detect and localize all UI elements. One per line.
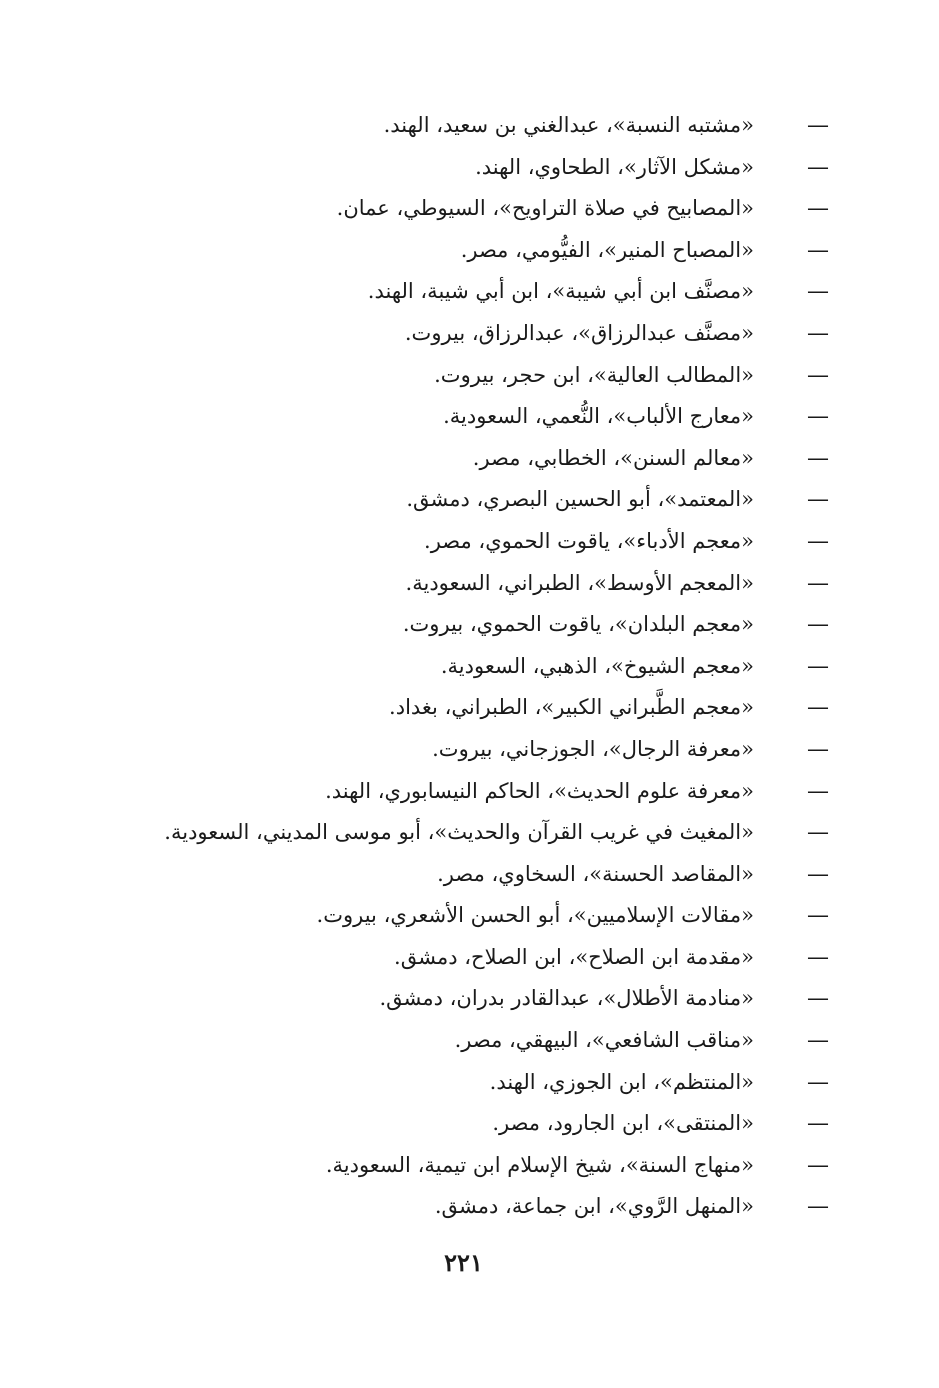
list-item-dash: — bbox=[807, 487, 829, 513]
list-item-dash: — bbox=[807, 154, 829, 180]
list-item-dash: — bbox=[807, 1028, 829, 1054]
list-item bbox=[100, 771, 830, 813]
list-item bbox=[100, 479, 830, 521]
list-item-text: «المقاصد الحسنة»، السخاوي، مصر. bbox=[437, 861, 754, 886]
list-item-text: «مناقب الشافعي»، البيهقي، مصر. bbox=[454, 1028, 754, 1053]
list-item-text: «المنتظم»، ابن الجوزي، الهند. bbox=[489, 1069, 754, 1094]
list-item bbox=[100, 188, 830, 230]
list-item bbox=[100, 854, 830, 896]
list-item-dash: — bbox=[807, 113, 829, 138]
list-item bbox=[100, 978, 830, 1020]
list-item-text: «معارج الألباب»، النُّعمي، السعودية. bbox=[443, 404, 754, 429]
list-item-text: «مشكل الآثار»، الطحاوي، الهند. bbox=[475, 154, 754, 179]
list-item-text: «مشتبه النسبة»، عبدالغني بن سعيد، الهند. bbox=[383, 113, 754, 137]
list-item-dash: — bbox=[807, 404, 829, 430]
list-item bbox=[100, 812, 830, 854]
list-item-dash: — bbox=[807, 196, 829, 222]
list-item bbox=[100, 937, 830, 979]
list-item bbox=[100, 230, 830, 272]
list-item-text: «المعتمد»، أبو الحسين البصري، دمشق. bbox=[406, 487, 754, 512]
list-item-text: «المغيث في غريب القرآن والحديث»، أبو موسى المديني، السعودية. bbox=[164, 820, 754, 845]
list-item-dash: — bbox=[807, 1111, 829, 1137]
list-item-text: «مصنَّف ابن أبي شيبة»، ابن أبي شيبة، الهند. bbox=[367, 279, 754, 304]
list-item-dash: — bbox=[807, 1194, 829, 1220]
list-item-dash: — bbox=[807, 1152, 829, 1178]
list-item-text: «المنتقى»، ابن الجارود، مصر. bbox=[492, 1111, 754, 1136]
list-item-text: «معجم الأدباء»، ياقوت الحموي، مصر. bbox=[424, 528, 754, 553]
list-item-text: «المصابيح في صلاة التراويح»، السيوطي، عمان. bbox=[336, 196, 754, 221]
list-item-dash: — bbox=[807, 445, 829, 471]
list-item-dash: — bbox=[807, 736, 829, 762]
list-item-text: «المنهل الرَّوي»، ابن جماعة، دمشق. bbox=[434, 1194, 754, 1219]
list-item-dash: — bbox=[807, 1069, 829, 1095]
bibliography-list bbox=[100, 105, 830, 1228]
list-item-text: «معرفة الرجال»، الجوزجاني، بيروت. bbox=[432, 736, 754, 761]
list-item-dash: — bbox=[807, 279, 829, 305]
list-item bbox=[100, 271, 830, 313]
list-item-dash: — bbox=[807, 612, 829, 638]
list-item bbox=[100, 729, 830, 771]
list-item-dash: — bbox=[807, 528, 829, 554]
list-item-dash: — bbox=[807, 861, 829, 887]
list-item-text: «معجم البلدان»، ياقوت الحموي، بيروت. bbox=[402, 612, 754, 637]
list-item-dash: — bbox=[807, 320, 829, 346]
list-item bbox=[100, 1145, 830, 1187]
list-item-dash: — bbox=[807, 903, 829, 929]
list-item-dash: — bbox=[807, 237, 829, 263]
list-item bbox=[100, 687, 830, 729]
list-item-dash: — bbox=[807, 944, 829, 970]
list-item-text: «منادمة الأطلال»، عبدالقادر بدران، دمشق. bbox=[379, 986, 754, 1011]
list-item-dash: — bbox=[807, 653, 829, 679]
list-item-dash: — bbox=[807, 362, 829, 388]
list-item bbox=[100, 1062, 830, 1104]
list-item-text: «منهاج السنة»، شيخ الإسلام ابن تيمية، السعودية. bbox=[325, 1152, 754, 1177]
list-item bbox=[100, 895, 830, 937]
list-item-text: «المعجم الأوسط»، الطبراني، السعودية. bbox=[405, 570, 754, 595]
list-item bbox=[100, 147, 830, 189]
list-item bbox=[100, 604, 830, 646]
list-item bbox=[100, 521, 830, 563]
list-item bbox=[100, 396, 830, 438]
list-item bbox=[100, 438, 830, 480]
list-item-text: «معرفة علوم الحديث»، الحاكم النيسابوري، الهند. bbox=[325, 778, 754, 803]
list-item-text: «مقالات الإسلاميين»، أبو الحسن الأشعري، بيروت. bbox=[316, 903, 754, 928]
list-item-dash: — bbox=[807, 820, 829, 846]
list-item bbox=[100, 105, 830, 147]
list-item-text: «معجم الطَّبراني الكبير»، الطبراني، بغداد. bbox=[389, 695, 754, 720]
list-item-dash: — bbox=[807, 986, 829, 1012]
list-item bbox=[100, 1186, 830, 1228]
list-item-text: «المصباح المنير»، الفيُّومي، مصر. bbox=[460, 237, 754, 262]
list-item bbox=[100, 646, 830, 688]
list-item-text: «معجم الشيوخ»، الذهبي، السعودية. bbox=[440, 653, 754, 678]
list-item-dash: — bbox=[807, 778, 829, 804]
list-item-dash: — bbox=[807, 570, 829, 596]
page-number: ٢٢١ bbox=[444, 1248, 483, 1277]
list-item bbox=[100, 563, 830, 605]
list-item-text: «معالم السنن»، الخطابي، مصر. bbox=[472, 445, 754, 470]
list-item bbox=[100, 313, 830, 355]
list-item bbox=[100, 1020, 830, 1062]
list-item-dash: — bbox=[807, 695, 829, 721]
list-item-text: «مقدمة ابن الصلاح»، ابن الصلاح، دمشق. bbox=[394, 944, 754, 969]
list-item-text: «مصنَّف عبدالرزاق»، عبدالرزاق، بيروت. bbox=[404, 320, 754, 345]
list-item-text: «المطالب العالية»، ابن حجر، بيروت. bbox=[434, 362, 754, 387]
list-item bbox=[100, 355, 830, 397]
list-item bbox=[100, 1103, 830, 1145]
